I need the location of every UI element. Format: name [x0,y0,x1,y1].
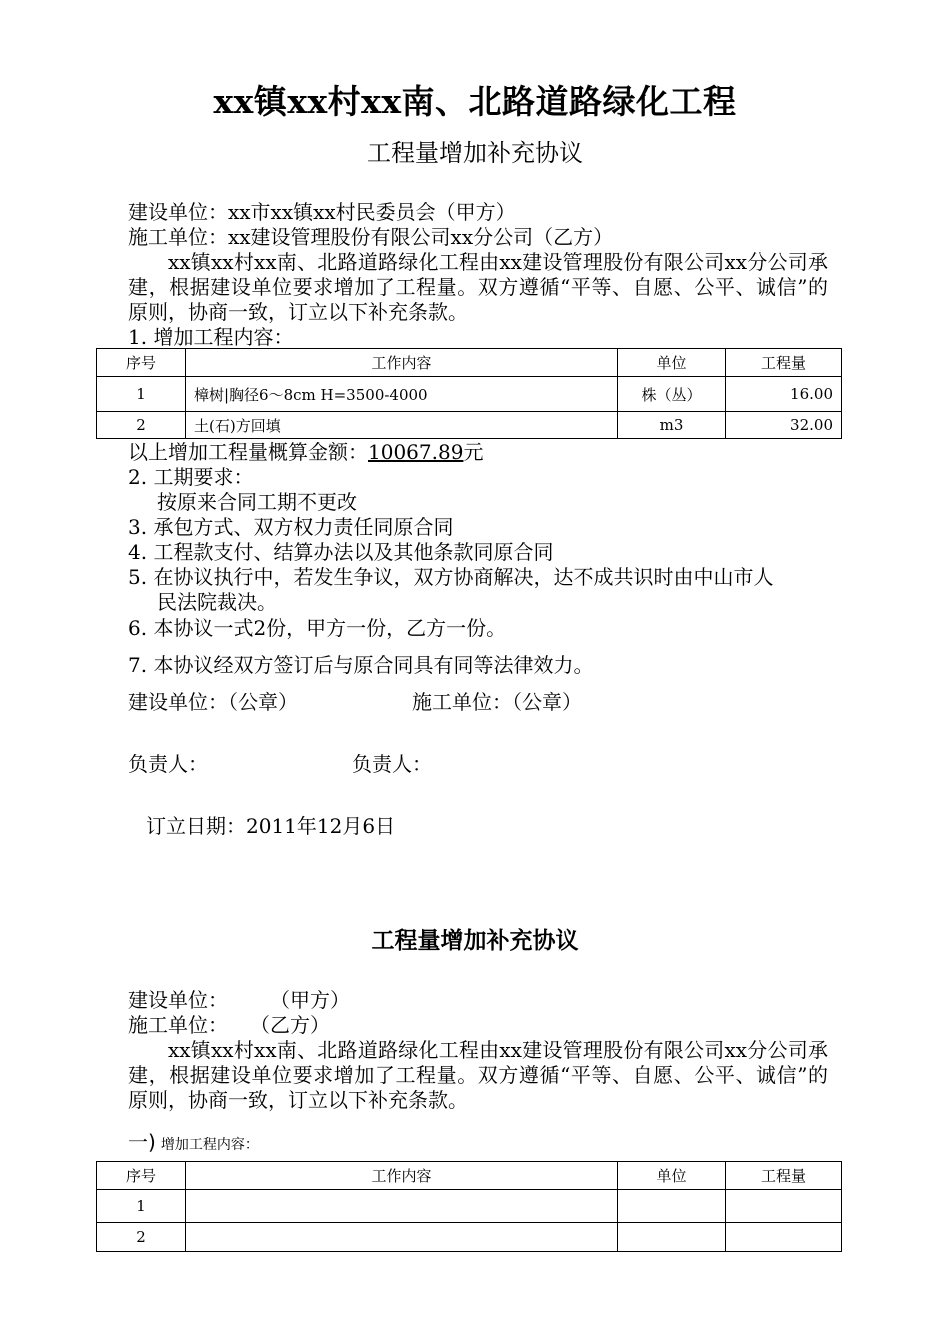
amount-value: 10067.89 [368,440,464,464]
person-in-charge-a: 负责人： [128,752,208,776]
section2-item1-text: 增加工程内容： [160,1137,259,1153]
row-content: 樟树|胸径6～8cm H=3500-4000 [186,377,618,412]
header-unit: 单位 [618,349,726,377]
item1-label: 1. 增加工程内容： [128,325,294,349]
header-content: 工作内容 [186,1162,618,1190]
row-unit: m3 [618,412,726,439]
row-index: 1 [97,1190,186,1223]
section2-title: 工程量增加补充协议 [371,927,579,954]
party-b-line: 施工单位：xx建设管理股份有限公司xx分公司（乙方） [128,225,614,249]
header-quantity: 工程量 [726,349,842,377]
party-a-line: 建设单位：xx市xx镇xx村民委员会（甲方） [128,200,516,224]
item7: 7. 本协议经双方签订后与原合同具有同等法律效力。 [128,653,594,677]
row-unit: 株（丛） [618,377,726,412]
section2-intro-paragraph: xx镇xx村xx南、北路道路绿化工程由xx建设管理股份有限公司xx分公司承建，根据建设单位要求增加了工程量。双方遵循“平等、自愿、公平、诚信”的原则，协商一致，订立以下补充条款。 [128,1038,828,1112]
row-quantity: 32.00 [726,412,842,439]
row-quantity [726,1190,842,1223]
sign-party-a: 建设单位：（公章） [128,690,298,714]
table-row [97,412,842,439]
row-unit [618,1190,726,1223]
row-content [186,1190,618,1223]
row-quantity: 16.00 [726,377,842,412]
page-title: xx镇xx村xx南、北路道路绿化工程 [213,82,737,121]
intro-paragraph: xx镇xx村xx南、北路道路绿化工程由xx建设管理股份有限公司xx分公司承建，根据建设单位要求增加了工程量。双方遵循“平等、自愿、公平、诚信”的原则，协商一致，订立以下补充条款。 [128,250,828,324]
header-quantity: 工程量 [726,1162,842,1190]
table-row [97,377,842,412]
row-content: 土(石)方回填 [186,412,618,439]
row-quantity [726,1223,842,1252]
row-content [186,1223,618,1252]
item5-line2: 民法院裁决。 [157,590,277,614]
item2-label: 2. 工期要求： [128,465,254,489]
header-unit: 单位 [618,1162,726,1190]
section2-item1-label [128,1126,259,1155]
section2-party-a [128,988,350,1013]
person-in-charge-b: 负责人： [352,752,432,776]
party-b-suffix: （乙方） [260,1013,330,1037]
row-index: 2 [97,412,186,439]
row-index: 2 [97,1223,186,1252]
row-unit [618,1223,726,1252]
item4: 4. 工程款支付、结算办法以及其他条款同原合同 [128,540,554,564]
item2-detail: 按原来合同工期不更改 [157,490,357,514]
amount-prefix: 以上增加工程量概算金额： [128,440,368,464]
header-index: 序号 [97,1162,186,1190]
item6: 6. 本协议一式2份，甲方一份，乙方一份。 [128,616,507,640]
party-a-suffix: （甲方） [280,988,350,1012]
party-a-label: 建设单位： [128,988,228,1012]
sign-party-b: 施工单位：（公章） [412,690,582,714]
section2-item1-number: 一) [128,1130,156,1154]
section2-party-b [128,1013,330,1038]
header-index: 序号 [97,349,186,377]
table-row [97,1223,842,1252]
amount-line [128,440,483,465]
table-header-row [97,1162,842,1190]
header-content: 工作内容 [186,349,618,377]
item5-line1: 5. 在协议执行中，若发生争议，双方协商解决，达不成共识时由中山市人 [128,565,774,589]
table-row [97,1190,842,1223]
signing-date: 订立日期：2011年12月6日 [146,814,396,838]
work-table [96,348,842,439]
row-index: 1 [97,377,186,412]
party-b-label: 施工单位： [128,1013,228,1037]
amount-suffix: 元 [463,440,484,464]
item3: 3. 承包方式、双方权力责任同原合同 [128,515,454,539]
section2-work-table [96,1161,842,1252]
table-header-row [97,349,842,377]
page-subtitle: 工程量增加补充协议 [367,139,583,167]
